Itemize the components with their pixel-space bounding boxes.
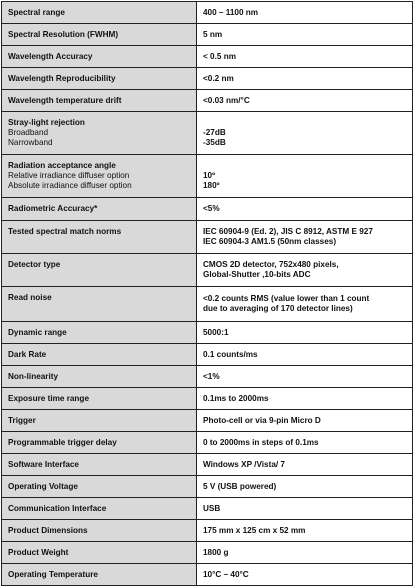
spec-label-cell <box>2 344 197 366</box>
spec-label-cell <box>2 221 197 254</box>
spec-label: Trigger <box>8 415 36 425</box>
table-row <box>2 46 413 68</box>
spec-label-cell <box>2 46 197 68</box>
spec-value: <0.2 counts RMS (value lower than 1 count <box>203 294 370 304</box>
table-row <box>2 520 413 542</box>
spec-label-cell <box>2 542 197 564</box>
table-row <box>2 2 413 24</box>
spec-value: 5 nm <box>203 29 223 39</box>
spec-label: Spectral Resolution (FWHM) <box>8 29 119 39</box>
spec-label-cell <box>2 24 197 46</box>
spec-label: Spectral range <box>8 7 65 17</box>
spec-label: Operating Voltage <box>8 481 78 491</box>
spec-value-cell <box>197 542 413 564</box>
table-row <box>2 410 413 432</box>
spec-value-cell <box>197 2 413 24</box>
table-row <box>2 454 413 476</box>
spec-label-cell <box>2 388 197 410</box>
spec-label: Read noise <box>8 293 52 302</box>
table-row <box>2 287 413 322</box>
spec-label: Product Weight <box>8 547 69 557</box>
spec-label-cell <box>2 90 197 112</box>
spec-sub-label: Relative irradiance diffuser option <box>8 171 130 181</box>
table-row <box>2 112 413 155</box>
spec-value: IEC 60904-9 (Ed. 2), JIS C 8912, ASTM E 927 <box>203 227 373 237</box>
spec-value-cell <box>197 344 413 366</box>
table-row <box>2 221 413 254</box>
spec-label-cell <box>2 520 197 542</box>
spec-label: Wavelength Reproducibility <box>8 73 116 83</box>
spec-value-cell <box>197 454 413 476</box>
table-row <box>2 90 413 112</box>
spec-value: 0.1ms to 2000ms <box>203 393 269 403</box>
table-row <box>2 432 413 454</box>
spec-sub-label: Absolute irradiance diffuser option <box>8 180 132 190</box>
spec-value-cell <box>197 112 413 155</box>
spec-value: <5% <box>203 204 220 214</box>
spec-value: 5000:1 <box>203 327 229 337</box>
spec-value: Global-Shutter ,10-bits ADC <box>203 270 311 279</box>
spec-label: Product Dimensions <box>8 525 88 535</box>
spec-value-cell <box>197 520 413 542</box>
table-row <box>2 24 413 46</box>
table-row <box>2 498 413 520</box>
spec-label-cell <box>2 155 197 198</box>
spec-sub-label: Narrowband <box>8 137 53 147</box>
spec-label-cell <box>2 498 197 520</box>
spec-label: Non-linearity <box>8 371 59 381</box>
table-row <box>2 198 413 221</box>
spec-label: Dynamic range <box>8 327 67 337</box>
spec-label-cell <box>2 287 197 322</box>
spec-value: Windows XP /Vista/ 7 <box>203 459 285 469</box>
spec-label-cell <box>2 198 197 221</box>
spec-label-cell <box>2 112 197 155</box>
spec-label: Tested spectral match norms <box>8 227 122 236</box>
spec-label: Programmable trigger delay <box>8 437 117 447</box>
table-row <box>2 155 413 198</box>
spec-label-cell <box>2 454 197 476</box>
table-row <box>2 344 413 366</box>
spec-label: Stray-light rejection <box>8 118 85 128</box>
spec-value: < 0.5 nm <box>203 51 236 61</box>
spec-label-cell <box>2 254 197 287</box>
spec-label-cell <box>2 410 197 432</box>
spec-value-cell <box>197 68 413 90</box>
spec-value-cell <box>197 254 413 287</box>
spec-value-cell <box>197 388 413 410</box>
table-row <box>2 322 413 344</box>
table-row <box>2 476 413 498</box>
spec-label: Radiometric Accuracy* <box>8 204 98 214</box>
spec-label-cell <box>2 322 197 344</box>
spec-label-cell <box>2 366 197 388</box>
spec-value: -35dB <box>203 137 226 147</box>
spec-label-cell <box>2 476 197 498</box>
spec-value: <1% <box>203 371 220 381</box>
spec-label: Detector type <box>8 260 61 269</box>
table-row <box>2 254 413 287</box>
spec-sub-label: Broadband <box>8 128 49 138</box>
spec-value: Photo-cell or via 9-pin Micro D <box>203 415 321 425</box>
spec-value-cell <box>197 287 413 322</box>
spec-label: Exposure time range <box>8 393 89 403</box>
spec-value: IEC 60904-3 AM1.5 (50nm classes) <box>203 237 337 246</box>
spec-value-cell <box>197 46 413 68</box>
spec-value: 10°C – 40°C <box>203 569 249 579</box>
spec-value: 400 – 1100 nm <box>203 7 259 17</box>
table-row <box>2 366 413 388</box>
spec-label: Wavelength temperature drift <box>8 95 122 105</box>
spec-label-cell <box>2 432 197 454</box>
spec-value: 1800 g <box>203 547 229 557</box>
spec-label-cell <box>2 2 197 24</box>
spec-value: -27dB <box>203 127 226 137</box>
spec-label-cell <box>2 68 197 90</box>
table-row <box>2 542 413 564</box>
spec-value: 10º <box>203 170 216 180</box>
spec-value-cell <box>197 90 413 112</box>
spec-value-cell <box>197 498 413 520</box>
spec-table <box>1 1 413 586</box>
spec-value-cell <box>197 155 413 198</box>
spec-value: 0.1 counts/ms <box>203 349 258 359</box>
spec-value-cell <box>197 322 413 344</box>
spec-value-cell <box>197 24 413 46</box>
spec-value-cell <box>197 432 413 454</box>
spec-value-cell <box>197 198 413 221</box>
spec-value: CMOS 2D detector, 752x480 pixels, <box>203 260 339 270</box>
spec-value: due to averaging of 170 detector lines) <box>203 304 353 313</box>
spec-label: Wavelength Accuracy <box>8 51 93 61</box>
spec-value: 0 to 2000ms in steps of 0.1ms <box>203 437 319 447</box>
spec-value-cell <box>197 410 413 432</box>
table-row <box>2 68 413 90</box>
spec-value: 180º <box>203 180 220 190</box>
spec-label: Radiation acceptance angle <box>8 161 116 171</box>
spec-value-cell <box>197 366 413 388</box>
spec-label: Communication Interface <box>8 503 107 513</box>
spec-value: <0.2 nm <box>203 73 234 83</box>
spec-label: Operating Temperature <box>8 569 98 579</box>
spec-value: 175 mm x 125 cm x 52 mm <box>203 525 306 535</box>
spec-label: Dark Rate <box>8 349 47 359</box>
table-row <box>2 388 413 410</box>
spec-value-cell <box>197 221 413 254</box>
spec-value-cell <box>197 476 413 498</box>
spec-label: Software Interface <box>8 459 79 469</box>
spec-value: USB <box>203 503 221 513</box>
spec-value: 5 V (USB powered) <box>203 481 277 491</box>
spec-value: <0.03 nm/°C <box>203 95 250 105</box>
